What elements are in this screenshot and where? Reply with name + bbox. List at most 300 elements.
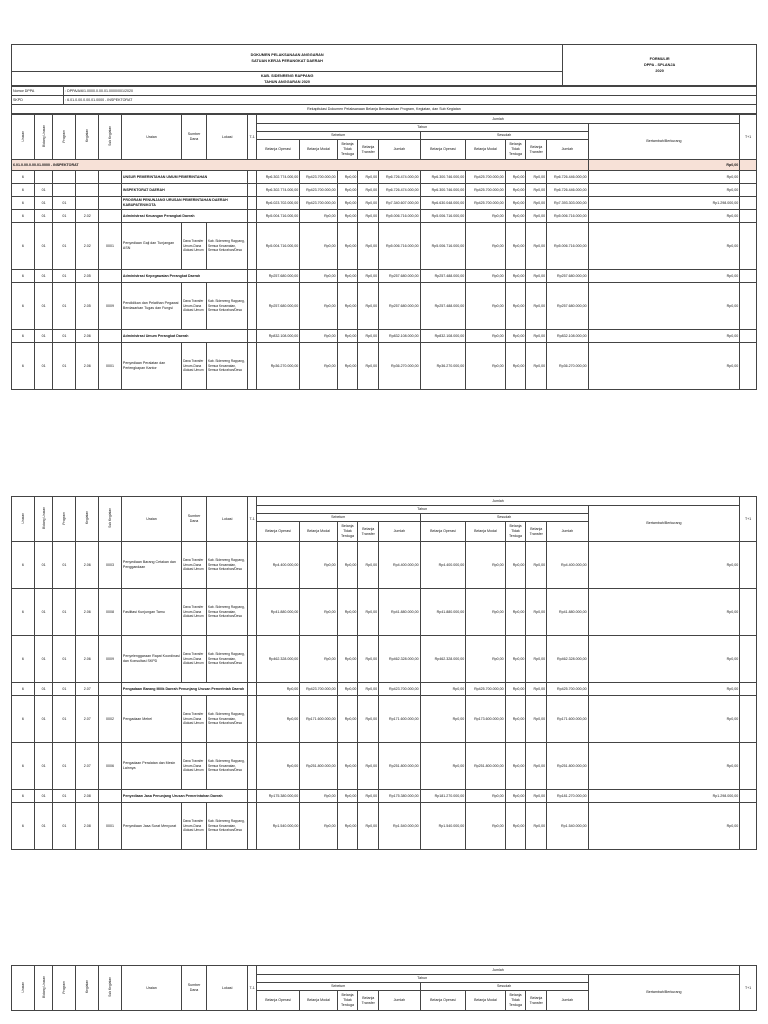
- amount-sb-j: Rp175.380.000,00: [379, 790, 420, 803]
- bertambah-berkurang-value: Rp1.298.000,00: [588, 790, 740, 803]
- lokasi-text: Kab. Sidenreng Rappang, Semua Kecamatan, Semua Kelurahan/Desa: [206, 696, 247, 743]
- kegiatan-code: 2.07: [76, 683, 99, 696]
- col-sebelum-belanja-modal-header: Belanja Modal: [300, 991, 337, 1011]
- amount-ss-j: Rp1.540.000,00: [547, 803, 588, 850]
- bidang-code: 01: [34, 743, 53, 790]
- t-minus-1-value: [248, 683, 256, 696]
- program-code: 01: [53, 330, 76, 343]
- amount-sb-j: Rp462.328.000,00: [379, 636, 420, 683]
- amount-ss-tr: Rp0,00: [526, 636, 547, 683]
- amount-ss-op: Rp0,00: [420, 683, 466, 696]
- uraian-text: Administrasi Umum Perangkat Daerah: [121, 330, 248, 343]
- col-sumber-dana-header: Sumber Dana: [182, 115, 207, 160]
- col-sumber-dana-header: Sumber Dana: [182, 966, 207, 1011]
- col-bidang-urusan-label: Bidang Urusan: [41, 125, 46, 147]
- amount-ss-md: Rp0,00: [466, 270, 505, 283]
- amount-ss-op: Rp6.300.746.000,00: [420, 171, 466, 184]
- program-row: [12, 171, 757, 184]
- sumber-dana-text: Dana Transfer Umum-Dana Alokasi Umum: [182, 542, 207, 589]
- col-sumber-dana-header: Sumber Dana: [182, 497, 207, 542]
- skpd-name: 6.01.0.00.0.00.01.0000 - INSPEKTORAT: [12, 160, 589, 171]
- amount-sb-tt: Rp0,00: [337, 223, 358, 270]
- program-code: 01: [53, 283, 76, 330]
- program-code: 01: [53, 270, 76, 283]
- sub-kegiatan-row: [12, 696, 757, 743]
- kegiatan-code: 2.02: [76, 210, 99, 223]
- amount-sb-md: Rp251.800.000,00: [300, 743, 337, 790]
- amount-ss-tt: Rp0,00: [505, 790, 526, 803]
- program-code: 01: [53, 223, 76, 270]
- col-sesudah-header: Sesudah: [420, 132, 588, 140]
- amount-ss-op: Rp5.006.716.000,00: [420, 210, 466, 223]
- amount-sb-op: Rp6.302.774.000,00: [256, 184, 300, 197]
- amount-ss-tt: Rp0,00: [505, 696, 526, 743]
- urusan-code: 6: [12, 683, 35, 696]
- t-minus-1-value: [248, 330, 256, 343]
- amount-sb-tr: Rp0,00: [358, 184, 379, 197]
- uraian-text: Pengadaan Barang Milik Daerah Penunjang Urusan Pemerintah Daerah: [121, 683, 248, 696]
- amount-ss-tr: Rp0,00: [526, 696, 547, 743]
- col-sebelum-jumlah-header: Jumlah: [379, 991, 420, 1011]
- t-plus-1-value: [740, 589, 757, 636]
- urusan-code: 6: [12, 171, 35, 184]
- col-t-minus-1-header: T-1: [248, 115, 256, 160]
- budget-table-1: [11, 114, 757, 390]
- t-plus-1-value: [740, 343, 757, 390]
- t-minus-1-value: [248, 743, 256, 790]
- t-plus-1-value: [740, 160, 757, 171]
- bertambah-berkurang-value: Rp0,00: [588, 803, 740, 850]
- amount-ss-j: Rp171.600.000,00: [547, 696, 588, 743]
- program-row: [12, 270, 757, 283]
- bidang-code: 01: [34, 542, 53, 589]
- t-minus-1-value: [248, 696, 256, 743]
- bertambah-berkurang-value: Rp0,00: [588, 343, 740, 390]
- col-jumlah-group-header: Jumlah: [256, 966, 739, 975]
- amount-sb-tt: Rp0,00: [337, 330, 358, 343]
- amount-sb-tr: Rp0,00: [358, 283, 379, 330]
- amount-sb-tt: Rp0,00: [337, 210, 358, 223]
- col-sub-kegiatan-label: Sub Kegiatan: [108, 977, 113, 997]
- col-sebelum-belanja-modal-header: Belanja Modal: [300, 522, 337, 542]
- amount-sb-tr: Rp0,00: [358, 790, 379, 803]
- col-sebelum-belanja-operasi-header: Belanja Operasi: [256, 140, 300, 160]
- amount-ss-md: Rp0,00: [466, 790, 505, 803]
- amount-ss-j: Rp6.726.446.000,00: [547, 184, 588, 197]
- amount-ss-tt: Rp0,00: [505, 803, 526, 850]
- bidang-code: 01: [34, 270, 53, 283]
- amount-sb-tt: Rp0,00: [337, 790, 358, 803]
- sub-kegiatan-code: 0009: [99, 283, 122, 330]
- amount-ss-md: Rp425.700.000,00: [466, 683, 505, 696]
- amount-ss-tr: Rp0,00: [526, 270, 547, 283]
- amount-ss-md: Rp425.700.000,00: [466, 171, 505, 184]
- bertambah-berkurang-value: Rp0,00: [588, 223, 740, 270]
- formulir-year: 2020: [655, 69, 664, 73]
- sub-kegiatan-row: [12, 223, 757, 270]
- urusan-code: 6: [12, 283, 35, 330]
- uraian-text: Administrasi Kepegawaian Perangkat Daerah: [121, 270, 248, 283]
- t-plus-1-value: [740, 330, 757, 343]
- kegiatan-code: 2.06: [76, 636, 99, 683]
- amount-ss-j: Rp832.108.000,00: [547, 330, 588, 343]
- kegiatan-code: 2.07: [76, 696, 99, 743]
- col-sesudah-belanja-transfer-header: Belanja Transfer: [526, 522, 547, 542]
- col-sesudah-jumlah-header: Jumlah: [547, 140, 588, 160]
- col-bertambah-berkurang-header: Bertambah/Berkurang: [588, 506, 740, 542]
- t-plus-1-value: [740, 790, 757, 803]
- col-sub-kegiatan-label: Sub Kegiatan: [108, 126, 113, 146]
- t-plus-1-value: [740, 743, 757, 790]
- col-kegiatan-header: [76, 966, 99, 1011]
- t-minus-1-value: [248, 210, 256, 223]
- col-sebelum-belanja-modal-header: Belanja Modal: [300, 140, 337, 160]
- col-program-header: [53, 497, 76, 542]
- amount-sb-md: Rp423.700.000,00: [300, 171, 337, 184]
- sumber-dana-text: Dana Transfer Umum-Dana Alokasi Umum: [182, 223, 207, 270]
- sumber-dana-text: Dana Transfer Umum-Dana Alokasi Umum: [182, 696, 207, 743]
- amount-sb-j: Rp6.726.474.000,00: [379, 171, 420, 184]
- lokasi-text: Kab. Sidenreng Rappang, Semua Kecamatan, Semua Kelurahan/Desa: [206, 343, 247, 390]
- col-tahun-header: Tahun: [256, 506, 588, 514]
- program-code: 01: [53, 790, 76, 803]
- bertambah-berkurang-value: Rp0,00: [588, 270, 740, 283]
- col-jumlah-group-header: Jumlah: [256, 497, 739, 506]
- program-row: [12, 184, 757, 197]
- col-kegiatan-header: [76, 115, 99, 160]
- amount-sb-op: Rp5.004.716.000,00: [256, 210, 300, 223]
- amount-ss-tt: Rp0,00: [505, 197, 526, 210]
- amount-ss-tr: Rp0,00: [526, 184, 547, 197]
- amount-ss-op: Rp5.006.716.000,00: [420, 223, 466, 270]
- amount-ss-tr: Rp0,00: [526, 683, 547, 696]
- t-minus-1-value: [248, 283, 256, 330]
- lokasi-text: Kab. Sidenreng Rappang, Semua Kecamatan, Semua Kelurahan/Desa: [206, 803, 247, 850]
- col-uraian-header: Uraian: [121, 497, 181, 542]
- t-minus-1-value: [248, 343, 256, 390]
- amount-sb-tr: Rp0,00: [358, 636, 379, 683]
- document-title: DOKUMEN PELAKSANAAN ANGGARAN: [250, 53, 324, 57]
- amount-sb-tr: Rp0,00: [358, 542, 379, 589]
- urusan-code: 6: [12, 803, 35, 850]
- sumber-dana-text: Dana Transfer Umum-Dana Alokasi Umum: [182, 589, 207, 636]
- amount-ss-j: Rp181.270.000,00: [547, 790, 588, 803]
- amount-ss-op: Rp36.270.000,00: [420, 343, 466, 390]
- amount-sb-tt: Rp0,00: [337, 636, 358, 683]
- t-plus-1-value: [740, 283, 757, 330]
- amount-ss-tr: Rp0,00: [526, 223, 547, 270]
- col-sebelum-jumlah-header: Jumlah: [379, 140, 420, 160]
- amount-sb-md: Rp423.700.000,00: [300, 197, 337, 210]
- amount-ss-op: Rp257.488.000,00: [420, 270, 466, 283]
- col-sebelum-belanja-transfer-header: Belanja Transfer: [358, 522, 379, 542]
- bidang-code: 01: [34, 283, 53, 330]
- amount-sb-op: Rp462.328.000,00: [256, 636, 300, 683]
- urusan-code: 6: [12, 343, 35, 390]
- bidang-code: 01: [34, 696, 53, 743]
- amount-sb-j: Rp41.880.000,00: [379, 589, 420, 636]
- amount-ss-tt: Rp0,00: [505, 343, 526, 390]
- sub-kegiatan-code: 0009: [99, 636, 122, 683]
- amount-sb-op: Rp36.270.000,00: [256, 343, 300, 390]
- col-sesudah-jumlah-header: Jumlah: [547, 991, 588, 1011]
- t-plus-1-value: [740, 542, 757, 589]
- t-minus-1-value: [248, 184, 256, 197]
- program-code: 01: [53, 803, 76, 850]
- amount-ss-tr: Rp0,00: [526, 803, 547, 850]
- amount-sb-md: Rp423.700.000,00: [300, 683, 337, 696]
- col-lokasi-header: Lokasi: [206, 115, 247, 160]
- uraian-text: Pengadaan Peralatan dan Mesin Lainnya: [121, 743, 181, 790]
- kegiatan-code: 2.02: [76, 223, 99, 270]
- col-t-plus-1-header: T+1: [740, 966, 757, 1011]
- uraian-text: Penyediaan Jasa Penunjang Urusan Pemerintahan Daerah: [121, 790, 248, 803]
- t-plus-1-value: [740, 636, 757, 683]
- amount-sb-tr: Rp0,00: [358, 683, 379, 696]
- urusan-code: 6: [12, 197, 35, 210]
- sub-kegiatan-code: [99, 683, 122, 696]
- col-program-header: [53, 966, 76, 1011]
- sub-kegiatan-code: [99, 330, 122, 343]
- urusan-code: 6: [12, 210, 35, 223]
- document-meta: [11, 86, 757, 114]
- col-t-plus-1-header: T+1: [740, 497, 757, 542]
- program-row: [12, 683, 757, 696]
- formulir-code: DPPA - SPLANJA: [644, 63, 676, 67]
- sub-kegiatan-row: [12, 636, 757, 683]
- amount-sb-j: Rp171.600.000,00: [379, 696, 420, 743]
- amount-sb-tr: Rp0,00: [358, 589, 379, 636]
- col-bidang-urusan-header: [34, 497, 53, 542]
- amount-sb-tr: Rp0,00: [358, 743, 379, 790]
- col-sesudah-belanja-transfer-header: Belanja Transfer: [526, 991, 547, 1011]
- t-plus-1-value: [740, 184, 757, 197]
- sumber-dana-text: Dana Transfer Umum-Dana Alokasi Umum: [182, 283, 207, 330]
- amount-sb-tr: Rp0,00: [358, 696, 379, 743]
- t-minus-1-value: [248, 270, 256, 283]
- col-sebelum-belanja-tidak-terduga-header: Belanja Tidak Terduga: [337, 140, 358, 160]
- amount-ss-op: Rp41.880.000,00: [420, 589, 466, 636]
- urusan-code: 6: [12, 330, 35, 343]
- program-code: 01: [53, 636, 76, 683]
- sub-kegiatan-code: 0001: [99, 803, 122, 850]
- amount-ss-j: Rp4.400.000,00: [547, 542, 588, 589]
- amount-ss-tr: Rp0,00: [526, 743, 547, 790]
- col-urusan-label: Urusan: [20, 512, 25, 524]
- t-minus-1-value: [248, 790, 256, 803]
- amount-sb-op: Rp1.540.000,00: [256, 803, 300, 850]
- skpd-value: : 6.01.0.00.0.00.01.0000 - INSPEKTORAT: [64, 96, 757, 105]
- program-code: 01: [53, 683, 76, 696]
- sub-kegiatan-code: 0001: [99, 223, 122, 270]
- amount-sb-tr: Rp0,00: [358, 197, 379, 210]
- col-sesudah-belanja-operasi-header: Belanja Operasi: [420, 991, 466, 1011]
- lokasi-text: Kab. Sidenreng Rappang, Semua Kecamatan, Semua Kelurahan/Desa: [206, 223, 247, 270]
- amount-ss-op: Rp1.540.000,00: [420, 803, 466, 850]
- amount-ss-j: Rp7.393.303.000,00: [547, 197, 588, 210]
- amount-ss-tr: Rp0,00: [526, 197, 547, 210]
- col-tahun-header: Tahun: [256, 124, 588, 132]
- col-lokasi-header: Lokasi: [206, 497, 247, 542]
- col-sebelum-header: Sebelum: [256, 514, 420, 522]
- bertambah-berkurang-value: Rp0,00: [588, 589, 740, 636]
- amount-sb-op: Rp6.302.774.000,00: [256, 171, 300, 184]
- amount-ss-tt: Rp0,00: [505, 542, 526, 589]
- document-header: [11, 44, 757, 86]
- bidang-code: [34, 171, 53, 184]
- sub-kegiatan-row: [12, 803, 757, 850]
- t-minus-1-value: [248, 197, 256, 210]
- uraian-text: PROGRAM PENUNJANG URUSAN PEMERINTAHAN DAERAH KABUPATEN/KOTA: [121, 197, 248, 210]
- amount-ss-tr: Rp0,00: [526, 283, 547, 330]
- amount-sb-tr: Rp0,00: [358, 343, 379, 390]
- program-row: [12, 330, 757, 343]
- program-code: 01: [53, 589, 76, 636]
- sub-kegiatan-code: 0001: [99, 343, 122, 390]
- amount-sb-tt: Rp0,00: [337, 343, 358, 390]
- amount-sb-tr: Rp0,00: [358, 803, 379, 850]
- budget-table-3: [11, 965, 757, 1011]
- bidang-code: 01: [34, 790, 53, 803]
- rekap-title: Rekapitulasi Dokumen Pelaksanaan Belanja Berdasarkan Program, Kegiatan, dan Sub Kegiatan: [12, 105, 757, 114]
- col-bertambah-berkurang-header: Bertambah/Berkurang: [588, 975, 740, 1011]
- amount-ss-tr: Rp0,00: [526, 790, 547, 803]
- col-sebelum-belanja-operasi-header: Belanja Operasi: [256, 991, 300, 1011]
- amount-ss-j: Rp41.880.000,00: [547, 589, 588, 636]
- col-sesudah-belanja-tidak-terduga-header: Belanja Tidak Terduga: [505, 991, 526, 1011]
- col-kegiatan-header: [76, 497, 99, 542]
- col-lokasi-header: Lokasi: [206, 966, 247, 1011]
- col-bidang-urusan-label: Bidang Urusan: [41, 507, 46, 529]
- amount-sb-op: Rp0,00: [256, 743, 300, 790]
- amount-ss-tt: Rp0,00: [505, 330, 526, 343]
- col-sesudah-belanja-modal-header: Belanja Modal: [466, 991, 505, 1011]
- amount-sb-j: Rp257.680.000,00: [379, 270, 420, 283]
- amount-sb-tr: Rp0,00: [358, 171, 379, 184]
- amount-sb-j: Rp5.006.716.000,00: [379, 223, 420, 270]
- amount-ss-tr: Rp0,00: [526, 542, 547, 589]
- amount-ss-op: Rp832.108.000,00: [420, 330, 466, 343]
- amount-sb-md: Rp0,00: [300, 589, 337, 636]
- t-plus-1-value: [740, 197, 757, 210]
- program-code: [53, 171, 76, 184]
- col-sub-kegiatan-label: Sub Kegiatan: [108, 508, 113, 528]
- amount-ss-op: Rp0,00: [420, 743, 466, 790]
- bertambah-berkurang-value: Rp0,00: [588, 171, 740, 184]
- amount-ss-tr: Rp0,00: [526, 330, 547, 343]
- col-sebelum-jumlah-header: Jumlah: [379, 522, 420, 542]
- uraian-text: UNSUR PEMERINTAHAN UMUM PEMERINTAHAN: [121, 171, 248, 184]
- sub-kegiatan-code: 0006: [99, 743, 122, 790]
- uraian-text: Pendidikan dan Pelatihan Pegawai Berdasarkan Tugas dan Fungsi: [121, 283, 181, 330]
- urusan-code: 6: [12, 542, 35, 589]
- amount-sb-tr: Rp0,00: [358, 270, 379, 283]
- nomor-value: : DPPA/A/6/1.0000.0.00.01.0000/001/2020: [64, 87, 757, 96]
- amount-ss-tr: Rp0,00: [526, 171, 547, 184]
- col-urusan-label: Urusan: [20, 130, 25, 142]
- col-kegiatan-label: Kegiatan: [85, 980, 90, 994]
- nomor-label: Nomor DPPA: [12, 87, 64, 96]
- uraian-text: Penyediaan Peralatan dan Perlengkapan Kantor: [121, 343, 181, 390]
- bidang-code: 01: [34, 683, 53, 696]
- page-3: [11, 965, 757, 1011]
- bidang-code: 01: [34, 197, 53, 210]
- amount-ss-md: Rp0,00: [466, 210, 505, 223]
- amount-sb-j: Rp1.540.000,00: [379, 803, 420, 850]
- urusan-code: 6: [12, 790, 35, 803]
- amount-sb-tt: Rp0,00: [337, 683, 358, 696]
- t-minus-1-value: [248, 542, 256, 589]
- urusan-code: 6: [12, 589, 35, 636]
- col-program-label: Program: [62, 511, 67, 525]
- amount-ss-tr: Rp0,00: [526, 343, 547, 390]
- amount-ss-tr: Rp0,00: [526, 210, 547, 223]
- col-sebelum-belanja-operasi-header: Belanja Operasi: [256, 522, 300, 542]
- page-1: [11, 44, 757, 390]
- lokasi-text: Kab. Sidenreng Rappang, Semua Kecamatan, Semua Kelurahan/Desa: [206, 743, 247, 790]
- sumber-dana-text: Dana Transfer Umum-Dana Alokasi Umum: [182, 343, 207, 390]
- bidang-code: 01: [34, 184, 53, 197]
- amount-ss-j: Rp257.680.000,00: [547, 283, 588, 330]
- amount-sb-tt: Rp0,00: [337, 197, 358, 210]
- col-bertambah-berkurang-header: Bertambah/Berkurang: [588, 124, 740, 160]
- kegiatan-code: 2.08: [76, 790, 99, 803]
- col-sesudah-belanja-tidak-terduga-header: Belanja Tidak Terduga: [505, 522, 526, 542]
- col-sesudah-jumlah-header: Jumlah: [547, 522, 588, 542]
- amount-ss-tt: Rp0,00: [505, 743, 526, 790]
- formulir-block: [563, 45, 757, 86]
- col-sub-kegiatan-header: [99, 115, 122, 160]
- amount-ss-op: Rp462.328.000,00: [420, 636, 466, 683]
- amount-sb-md: Rp0,00: [300, 210, 337, 223]
- t-minus-1-value: [248, 223, 256, 270]
- amount-sb-md: Rp0,00: [300, 790, 337, 803]
- amount-sb-tt: Rp0,00: [337, 270, 358, 283]
- program-code: [53, 184, 76, 197]
- amount-sb-j: Rp423.700.000,00: [379, 683, 420, 696]
- amount-sb-md: Rp0,00: [300, 343, 337, 390]
- col-program-label: Program: [62, 129, 67, 143]
- kegiatan-code: 2.08: [76, 803, 99, 850]
- sub-kegiatan-row: [12, 743, 757, 790]
- col-sebelum-belanja-transfer-header: Belanja Transfer: [358, 991, 379, 1011]
- amount-ss-op: Rp257.488.000,00: [420, 283, 466, 330]
- col-urusan-header: [12, 497, 35, 542]
- col-sebelum-belanja-transfer-header: Belanja Transfer: [358, 140, 379, 160]
- t-plus-1-value: [740, 210, 757, 223]
- formulir-label: FORMULIR: [649, 57, 670, 61]
- sub-kegiatan-code: [99, 210, 122, 223]
- lokasi-text: Kab. Sidenreng Rappang, Semua Kecamatan, Semua Kelurahan/Desa: [206, 283, 247, 330]
- t-minus-1-value: [248, 636, 256, 683]
- sub-kegiatan-code: 0008: [99, 589, 122, 636]
- amount-ss-tr: Rp0,00: [526, 589, 547, 636]
- amount-sb-j: Rp4.400.000,00: [379, 542, 420, 589]
- amount-ss-md: Rp0,00: [466, 803, 505, 850]
- amount-sb-md: Rp423.700.000,00: [300, 184, 337, 197]
- sub-kegiatan-row: [12, 343, 757, 390]
- col-sesudah-belanja-operasi-header: Belanja Operasi: [420, 140, 466, 160]
- skpd-label: SKPD: [12, 96, 64, 105]
- bertambah-berkurang-value: Rp0,00: [588, 210, 740, 223]
- col-bidang-urusan-header: [34, 115, 53, 160]
- amount-sb-md: Rp171.600.000,00: [300, 696, 337, 743]
- amount-ss-md: Rp0,00: [466, 343, 505, 390]
- amount-ss-tt: Rp0,00: [505, 210, 526, 223]
- uraian-text: INSPEKTORAT DAERAH: [121, 184, 248, 197]
- uraian-text: Penyediaan Gaji dan Tunjangan ASN: [121, 223, 181, 270]
- amount-sb-op: Rp4.400.000,00: [256, 542, 300, 589]
